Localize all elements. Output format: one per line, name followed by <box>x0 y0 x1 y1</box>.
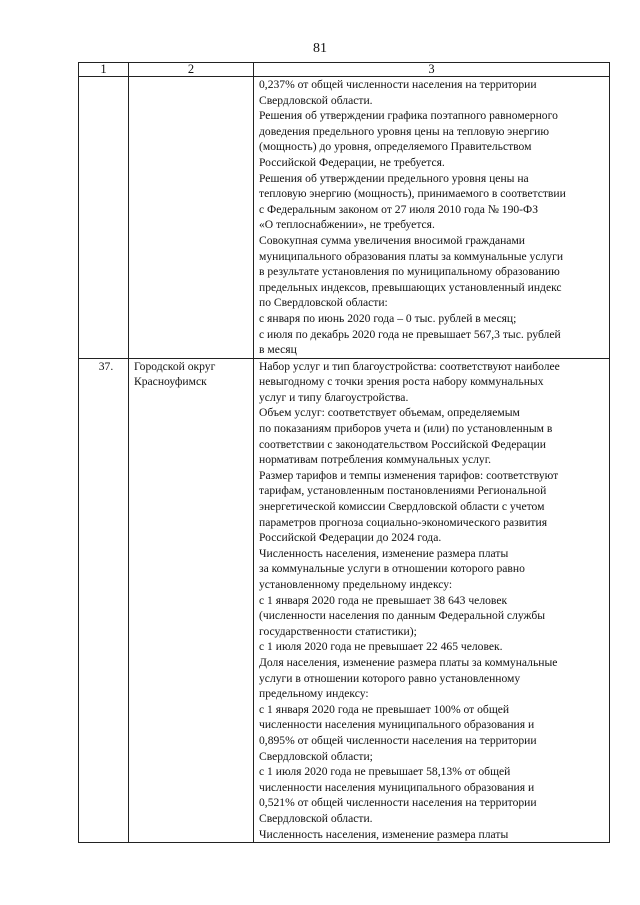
description-line: Решения об утверждении предельного уровня цены на <box>259 171 529 185</box>
description-line: численности населения муниципального образования и <box>259 718 535 732</box>
description-line: 0,237% от общей численности населения на территории <box>259 78 537 91</box>
description-line: за коммунальные услуги в отношении которого равно <box>259 562 525 576</box>
description-line: соответствии с законодательством Российской Федерации <box>259 437 546 451</box>
description-line: (мощность) до уровня, определяемого Правительством <box>259 140 532 154</box>
description-line: с 1 января 2020 года не превышает 38 643 человек <box>259 593 508 607</box>
description-line: Свердловской области; <box>259 749 373 763</box>
description-line: нормативам потребления коммунальных услуг. <box>259 453 492 467</box>
description-line: «О теплоснабжении», не требуется. <box>259 218 435 232</box>
municipality-cell <box>129 77 254 359</box>
column-header-2: 2 <box>129 63 254 77</box>
description-line: с января по июнь 2020 года – 0 тыс. рублей в месяц; <box>259 311 517 325</box>
description-line: Численность населения, изменение размера платы <box>259 827 509 841</box>
description-line: Размер тарифов и темпы изменения тарифов: соответствуют <box>259 468 559 482</box>
description-line: Набор услуг и тип благоустройства: соответствуют наиболее <box>259 359 560 373</box>
description-line: с 1 июля 2020 года не превышает 22 465 человек. <box>259 640 503 654</box>
municipality-name-line: Городской округ <box>134 359 216 373</box>
description-line: услуги в отношении которого равно установленному <box>259 671 521 685</box>
description-line: по Свердловской области: <box>259 296 388 310</box>
municipality-name-line: Красноуфимск <box>134 375 207 389</box>
row-number-cell <box>79 358 129 842</box>
description-cell <box>254 358 610 842</box>
description-line: (численности населения по данным Федеральной службы <box>259 609 546 623</box>
description-line: предельных индексов, превышающих установленный индекс <box>259 280 562 294</box>
description-line: Российской Федерации, не требуется. <box>259 155 445 169</box>
description-line: с 1 июля 2020 года не превышает 58,13% от общей <box>259 765 511 779</box>
table-row <box>79 358 610 842</box>
description-line: Российской Федерации до 2024 года. <box>259 531 442 545</box>
row-number: 37. <box>98 359 114 373</box>
description-line: Свердловской области. <box>259 811 373 825</box>
table-header <box>79 63 610 77</box>
description-line: доведения предельного уровня цены на тепловую энергию <box>259 124 550 138</box>
description-line: с Федеральным законом от 27 июля 2010 года № 190-ФЗ <box>259 202 539 216</box>
description-line: тепловую энергию (мощность), принимаемого в соответствии <box>259 187 566 201</box>
column-header-3: 3 <box>254 63 610 77</box>
description-line: 0,521% от общей численности населения на территории <box>259 796 537 810</box>
table-row <box>79 77 610 359</box>
description-line: параметров прогноза социально-экономического развития <box>259 515 548 529</box>
description-line: численности населения муниципального образования и <box>259 780 535 794</box>
row-number-cell <box>79 77 129 359</box>
description-line: муниципального образования платы за коммунальные услуги <box>259 249 564 263</box>
description-cell <box>254 77 610 359</box>
description-line: установленному предельному индексу: <box>259 578 453 591</box>
municipality-cell <box>129 358 254 842</box>
description-line: государственности статистики); <box>259 624 417 638</box>
description-line: предельному индексу: <box>259 687 369 701</box>
description-line: Свердловской области. <box>259 93 373 107</box>
table-body <box>79 77 610 843</box>
description-line: 0,895% от общей численности населения на территории <box>259 733 537 747</box>
description-line: услуг и типу благоустройства. <box>259 390 409 404</box>
description-line: в месяц <box>259 343 297 357</box>
description-line: Численность населения, изменение размера платы <box>259 546 509 560</box>
column-header-1: 1 <box>79 63 129 77</box>
description-line: Объем услуг: соответствует объемам, определяемым <box>259 406 520 420</box>
description-line: тарифам, установленным постановлениями Региональной <box>259 484 547 498</box>
description-line: Совокупная сумма увеличения вносимой гражданами <box>259 233 525 247</box>
description-line: с июля по декабрь 2020 года не превышает 567,3 тыс. рублей <box>259 327 561 341</box>
description-line: Решения об утверждении графика поэтапного равномерного <box>259 109 558 123</box>
document-table <box>78 62 610 843</box>
description-line: по показаниям приборов учета и (или) по установленным в <box>259 422 553 436</box>
description-line: Доля населения, изменение размера платы за коммунальные <box>259 655 558 669</box>
description-line: невыгодному с точки зрения роста набору коммунальных <box>259 375 544 389</box>
description-line: с 1 января 2020 года не превышает 100% от общей <box>259 702 510 716</box>
description-line: энергетической комиссии Свердловской области с учетом <box>259 500 545 514</box>
page-number: 81 <box>313 41 327 56</box>
description-line: в результате установления по муниципальному образованию <box>259 265 560 279</box>
